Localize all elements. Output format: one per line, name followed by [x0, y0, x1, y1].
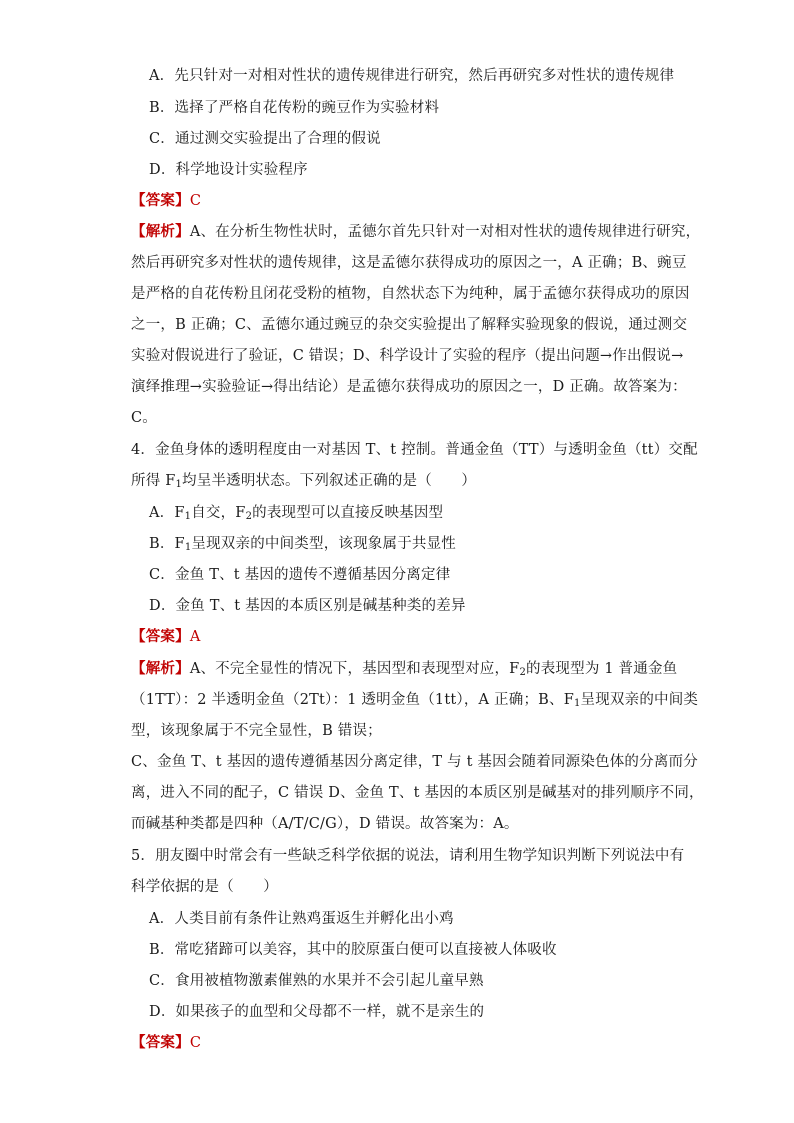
q4-option-b-sub: 1	[184, 542, 192, 553]
q3-option-b: B．选择了严格自花传粉的豌豆作为实验材料	[149, 100, 440, 116]
q4-stem-sub: 1	[175, 479, 183, 490]
q5-option-a: A．人类目前有条件让熟鸡蛋返生并孵化出小鸡	[149, 911, 454, 927]
q4-answer	[131, 627, 671, 647]
q4-option-a-text-1: A．F	[149, 505, 185, 521]
q3-analysis-line-6: 演绎推理→实验验证→得出结论）是孟德尔获得成功的原因之一，D 正确。故答案为：	[131, 379, 687, 395]
q4-analysis-line-4: C、金鱼 T、t 基因的遗传遵循基因分离定律，T 与 t 基因会随着同源染色体的分离而分	[131, 754, 698, 770]
q4-stem-line-2	[131, 471, 671, 491]
q4-analysis-text-1a: A、不完全显性的情况下，基因型和表现型对应，F	[189, 661, 520, 677]
q3-option-d: D．科学地设计实验程序	[149, 162, 308, 178]
q4-analysis-sub-2: 1	[573, 698, 581, 709]
q5-answer	[131, 1033, 671, 1053]
q4-analysis-text-2a: （1TT）：2 半透明金鱼（2Tt）：1 透明金鱼（1tt），A 正确；B、F	[131, 692, 574, 708]
q4-analysis-line-1	[131, 659, 678, 679]
q3-analysis-line-3: 是严格的自花传粉且闭花受粉的植物，自然状态下为纯种，属于孟德尔获得成功的原因	[131, 286, 690, 302]
q4-option-b-text-1: B．F	[149, 536, 185, 552]
q5-option-b: B．常吃猪蹄可以美容，其中的胶原蛋白便可以直接被人体吸收	[149, 942, 557, 958]
q4-option-a-sub-1: 1	[184, 511, 192, 522]
q4-analysis-line-2	[131, 690, 699, 710]
q4-analysis-text-1b: 的表现型为 1 普通金鱼	[526, 661, 678, 677]
q4-option-a-text-3: 的表现型可以直接反映基因型	[252, 505, 444, 521]
analysis-label: 【解析】	[131, 660, 190, 677]
q3-analysis-line-5: 实验对假说进行了验证，C 错误；D、科学设计了实验的程序（提出问题→作出假说→	[131, 348, 684, 364]
q4-analysis-line-3: 型，该现象属于不完全显性，B 错误；	[131, 723, 382, 739]
analysis-label: 【解析】	[131, 223, 190, 240]
answer-label: 【答案】	[131, 628, 190, 645]
q4-stem-line-1: 4．金鱼身体的透明程度由一对基因 T、t 控制。普通金鱼（TT）与透明金鱼（tt）交配	[131, 442, 698, 458]
q4-option-c: C．金鱼 T、t 基因的遗传不遵循基因分离定律	[149, 567, 451, 583]
q3-option-a: A．先只针对一对相对性状的遗传规律进行研究，然后再研究多对性状的遗传规律	[149, 68, 675, 84]
q3-analysis-line-1	[131, 222, 701, 242]
analysis-text: A、在分析生物性状时，孟德尔首先只针对一对相对性状的遗传规律进行研究，	[189, 224, 701, 240]
q5-option-d: D．如果孩子的血型和父母都不一样，就不是亲生的	[149, 1004, 485, 1020]
q3-option-c: C．通过测交实验提出了合理的假说	[149, 131, 381, 147]
q4-stem-text-b: 均呈半透明状态。下列叙述正确的是（ ）	[182, 473, 477, 489]
q5-stem-line-2: 科学依据的是（ ）	[131, 879, 278, 895]
q4-analysis-sub-1: 2	[519, 667, 527, 678]
q3-analysis-line-2: 然后再研究多对性状的遗传规律，这是孟德尔获得成功的原因之一，A 正确；B、豌豆	[131, 255, 687, 271]
q4-option-a-sub-2: 2	[245, 511, 253, 522]
answer-label: 【答案】	[131, 1034, 190, 1051]
q4-stem-text-a: 所得 F	[131, 473, 176, 489]
q4-option-b-text-2: 呈现双亲的中间类型，该现象属于共显性	[191, 536, 456, 552]
q4-option-b	[149, 534, 689, 554]
answer-value: A	[189, 629, 201, 645]
q4-option-d: D．金鱼 T、t 基因的本质区别是碱基种类的差异	[149, 598, 466, 614]
q4-option-a-text-2: 自交，F	[191, 505, 246, 521]
q4-option-a	[149, 503, 689, 523]
q5-option-c: C．食用被植物激素催熟的水果并不会引起儿童早熟	[149, 973, 484, 989]
q3-analysis-line-7: C。	[131, 410, 157, 426]
q4-analysis-line-6: 而碱基种类都是四种（A/T/C/G），D 错误。故答案为：A。	[131, 816, 519, 832]
answer-value: C	[189, 193, 202, 209]
q4-analysis-line-5: 离，进入不同的配子，C 错误 D、金鱼 T、t 基因的本质区别是碱基对的排列顺序不同，	[131, 785, 704, 801]
q4-analysis-text-2b: 呈现双亲的中间类	[580, 692, 699, 708]
answer-value: C	[189, 1035, 202, 1051]
q3-analysis-line-4: 之一，B 正确；C、孟德尔通过豌豆的杂交实验提出了解释实验现象的假说，通过测交	[131, 317, 688, 333]
q5-stem-line-1: 5．朋友圈中时常会有一些缺乏科学依据的说法，请利用生物学知识判断下列说法中有	[131, 848, 685, 864]
answer-label: 【答案】	[131, 192, 190, 209]
q3-answer	[131, 191, 671, 211]
